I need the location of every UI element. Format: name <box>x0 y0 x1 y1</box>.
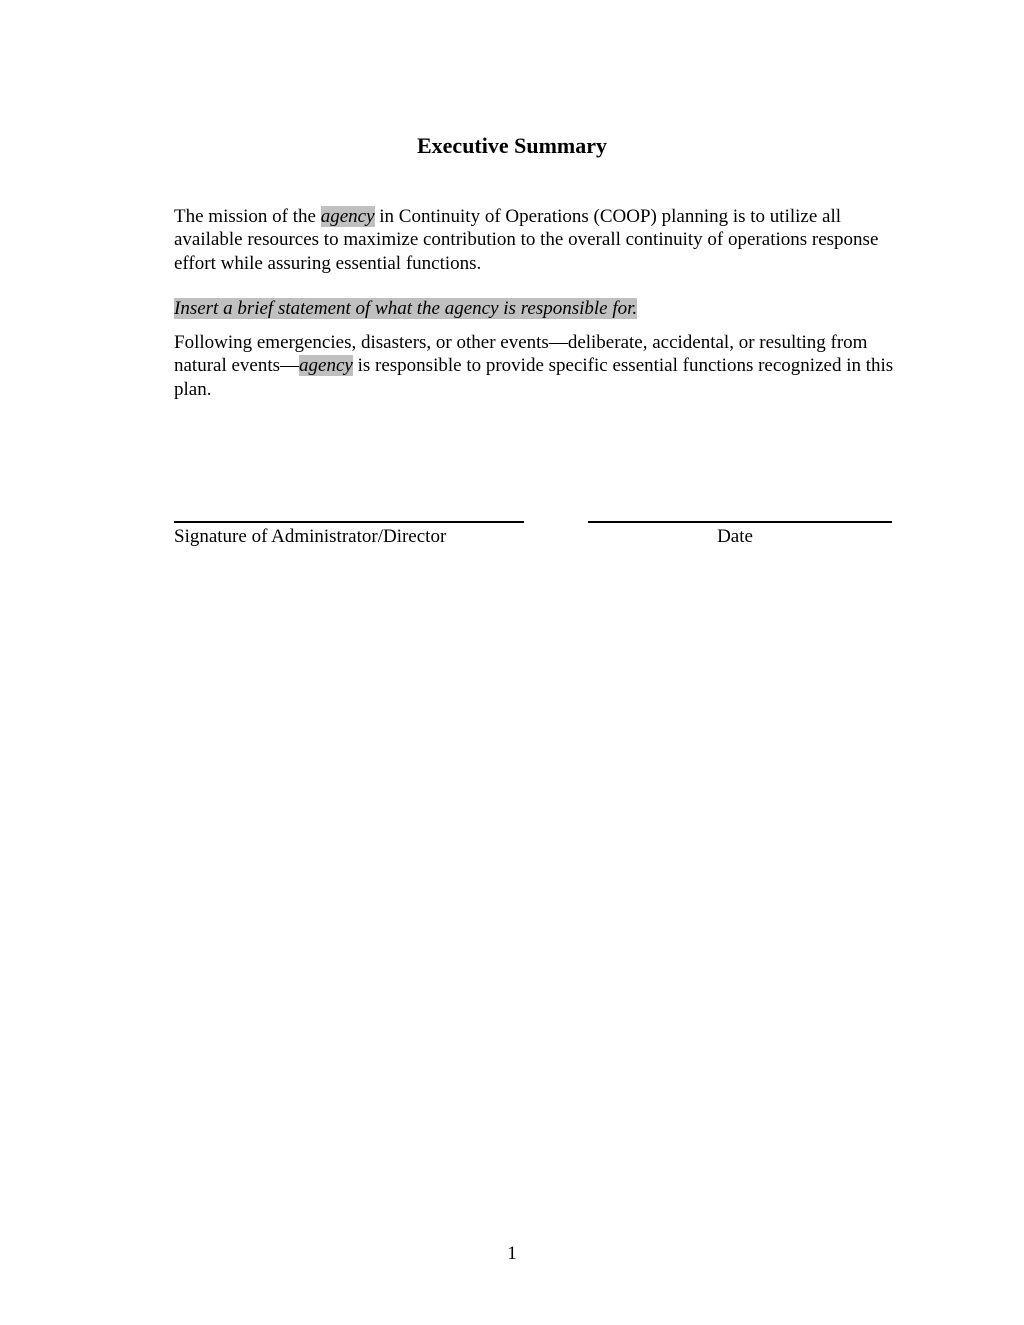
agency-placeholder-field[interactable]: agency <box>320 206 375 227</box>
signature-label: Signature of Administrator/Director <box>174 526 447 547</box>
mission-text-before: The mission of the <box>174 206 321 227</box>
following-paragraph <box>174 331 894 401</box>
mission-text-after: in Continuity of Operations (COOP) planning is to utilize all available resources to maximize contribution to the overall continuity of operations response effort while assuring essential functions. <box>174 206 879 274</box>
insert-instruction-paragraph <box>174 297 894 320</box>
agency-placeholder-field-2[interactable]: agency <box>299 355 353 377</box>
signature-line <box>174 521 524 523</box>
following-text-after: is responsible to provide specific essential functions recognized in this plan. <box>174 355 894 400</box>
insert-instruction-field[interactable]: Insert a brief statement of what the agency is responsible for. <box>174 298 638 319</box>
mission-paragraph <box>174 205 894 275</box>
date-line <box>588 521 892 523</box>
date-label: Date <box>717 526 753 547</box>
page-number: 1 <box>507 1243 517 1264</box>
page-title: Executive Summary <box>416 133 608 158</box>
following-text-before: Following emergencies, disasters, or other events—deliberate, accidental, or resulting from natural events— <box>174 332 868 377</box>
